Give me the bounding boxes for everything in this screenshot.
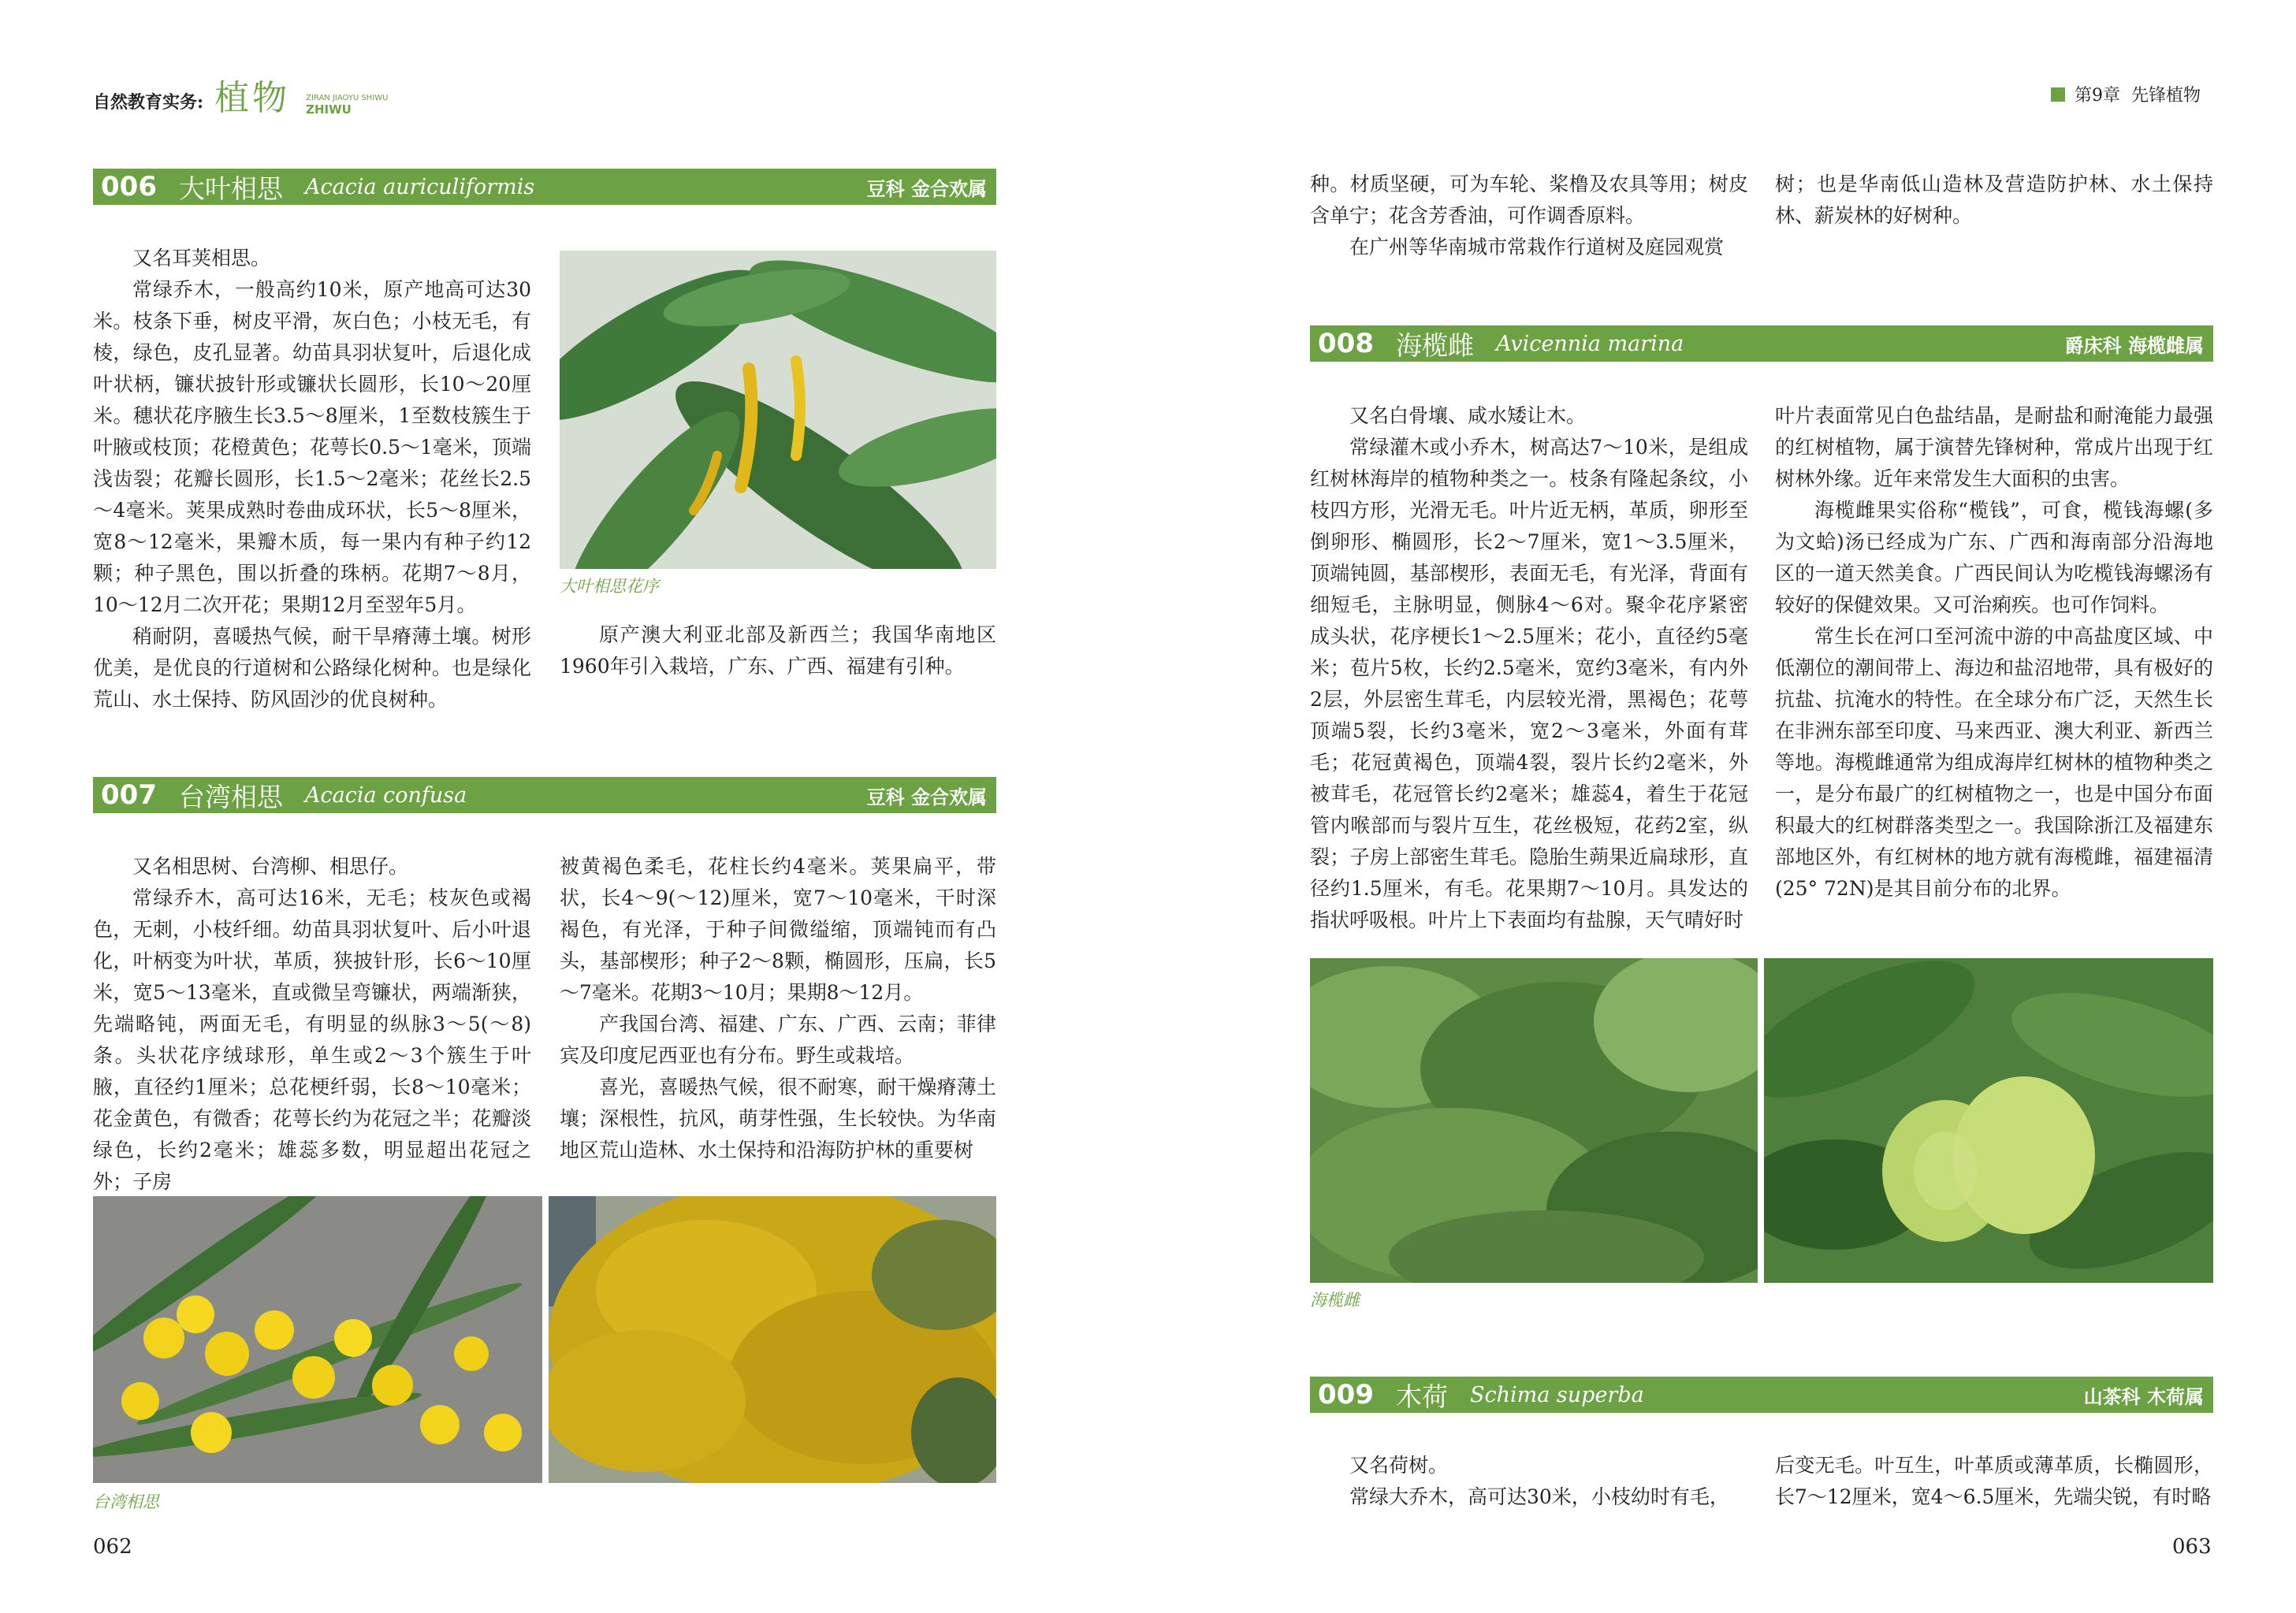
photo-caption: 大叶相思花序 xyxy=(560,577,659,596)
running-header-left xyxy=(93,72,389,120)
chapter-label: 第9章 先锋植物 xyxy=(2075,86,2201,106)
entry-chinese-name: 大叶相思 xyxy=(178,173,283,204)
yellow-flower-photo-illustration xyxy=(93,1196,542,1483)
entry-number: 008 xyxy=(1318,328,1374,359)
paragraph: 常绿乔木，一般高约10米，原产地高可达30米。枝条下垂，树皮平滑，灰白色；小枝无毛，有棱，绿色，皮孔显著。幼苗具羽状复叶，后退化成叶状柄，镰状披针形或镰状长圆形，长10～20厘米。穗状花序腋生长3.5～8厘米，1至数枝簇生于叶腋或枝顶；花橙黄色；花萼长0.5～1毫米，顶端浅齿裂；花瓣长圆形，长1.5～2毫米；花丝长2.5～4毫米。荚果成熟时卷曲成环状，长5～8厘米，宽8～12毫米，果瓣木质，每一果内有种子约12颗；种子黑色，围以折叠的珠柄。花期7～8月，10～12月二次开花；果期12月至翌年5月。 xyxy=(93,278,531,616)
entry-008-col1 xyxy=(1310,400,1748,936)
entry-family: 豆科 金合欢属 xyxy=(866,177,987,200)
paragraph: 在广州等华南城市常栽作行道树及庭园观赏 xyxy=(1349,236,1725,258)
entry-family: 山茶科 木荷属 xyxy=(2083,1385,2204,1408)
paragraph: 又名白骨壤、咸水矮让木。 xyxy=(1349,404,1587,427)
paragraph: 海榄雌果实俗称“榄钱”，可食，榄钱海螺(多为文蛤)汤已经成为广东、广西和海南部分沿海地区的一道天然美食。广西民间认为吃榄钱海螺汤有较好的保健效果。又可治痢疾。也可作饲料。 xyxy=(1775,499,2213,616)
entry-009-col1 xyxy=(1310,1450,1748,1513)
entry-family: 豆科 金合欢属 xyxy=(866,786,987,808)
paragraph: 又名荷树。 xyxy=(1349,1454,1449,1477)
photo-acacia-auriculiformis-inflorescence xyxy=(560,251,996,569)
photo-avicennia-marina-fruit xyxy=(1764,958,2213,1283)
photo-acacia-confusa-tree xyxy=(549,1196,996,1483)
yellow-tree-photo-illustration xyxy=(549,1196,996,1483)
leaf-photo-illustration xyxy=(560,251,996,569)
paragraph: 稍耐阴，喜暖热气候，耐干旱瘠薄土壤。树形优美，是优良的行道树和公路绿化树种。也是绿化荒山、水土保持、防风固沙的优良树种。 xyxy=(93,625,531,711)
entry-latin-name: Avicennia marina xyxy=(1495,331,1684,356)
entry-006-col2 xyxy=(560,619,996,682)
header-pinyin-line2: ZHIWU xyxy=(306,102,352,117)
page-number-left: 062 xyxy=(93,1535,132,1559)
entry-chinese-name: 木荷 xyxy=(1395,1381,1448,1412)
entry-latin-name: Acacia auriculiformis xyxy=(304,174,535,199)
entry-title-bar-008 xyxy=(1310,325,2213,362)
entry-latin-name: Schima superba xyxy=(1469,1382,1644,1407)
paragraph: 叶片表面常见白色盐结晶，是耐盐和耐淹能力最强的红树植物，属于演替先锋树种，常成片出现于红树林外缘。近年来常发生大面积的虫害。 xyxy=(1775,404,2213,490)
entry-chinese-name: 海榄雌 xyxy=(1395,329,1474,361)
entry-number: 006 xyxy=(101,171,157,203)
photo-avicennia-marina-shrubs xyxy=(1310,958,1758,1283)
photo-caption: 海榄雌 xyxy=(1310,1291,1360,1310)
paragraph: 被黄褐色柔毛，花柱长约4毫米。荚果扁平，带状，长4～9(～12)厘米，宽7～10毫米，干时深褐色，有光泽，于种子间微缢缩，顶端钝而有凸头，基部楔形；种子2～8颗，椭圆形，压扁，长5～7毫米。花期3～10月；果期8～12月。 xyxy=(560,855,996,1004)
entry-007-col1 xyxy=(93,851,531,1198)
header-prefix: 自然教育实务: xyxy=(93,92,204,113)
entry-title-bar-006 xyxy=(93,169,996,205)
photo-caption: 台湾相思 xyxy=(93,1492,159,1511)
entry-title-bar-009 xyxy=(1310,1377,2213,1413)
entry-number: 007 xyxy=(101,779,157,811)
entry-chinese-name: 台湾相思 xyxy=(178,781,283,812)
photo-acacia-confusa-flowers xyxy=(93,1196,542,1483)
paragraph: 种。材质坚硬，可为车轮、桨橹及农具等用；树皮含单宁；花含芳香油，可作调香原料。 xyxy=(1310,173,1748,227)
header-pinyin-line1: ZIRAN JIAOYU SHIWU xyxy=(306,94,389,102)
paragraph: 常绿灌木或小乔木，树高达7～10米，是组成红树林海岸的植物种类之一。枝条有隆起条纹，小枝四方形，光滑无毛。叶片近无柄，革质，卵形至倒卵形、椭圆形，长2～7厘米，宽1～3.5厘米，顶端钝圆，基部楔形，表面无毛，有光泽，背面有细短毛，主脉明显，侧脉4～6对。聚伞花序紧密成头状，花序梗长1～2.5厘米；花小，直径约5毫米；苞片5枚，长约2.5毫米，宽约3毫米，有内外2层，外层密生茸毛，内层较光滑，黑褐色；花萼顶端5裂，长约3毫米，宽2～3毫米，外面有茸毛；花冠黄褐色，顶端4裂，裂片长约2毫米，外被茸毛，花冠管长约2毫米；雄蕊4，着生于花冠管内喉部而与裂片互生，花丝极短，花药2室，纵裂；子房上部密生茸毛。隐胎生蒴果近扁球形，直径约1.5厘米，有毛。花果期7～10月。具发达的指状呼吸根。叶片上下表面均有盐腺，天气晴好时 xyxy=(1310,436,1748,931)
paragraph: 又名耳荚相思。 xyxy=(132,247,271,269)
entry-title-bar-007 xyxy=(93,777,996,813)
paragraph: 喜光，喜暖热气候，很不耐寒，耐干燥瘠薄土壤；深根性，抗风，萌芽性强，生长较快。为华南地区荒山造林、水土保持和沿海防护林的重要树 xyxy=(560,1076,996,1161)
mangrove-fruit-photo-illustration xyxy=(1764,958,2213,1283)
header-title: 植物 xyxy=(214,78,291,118)
entry-family: 爵床科 海榄雌属 xyxy=(2064,334,2204,357)
entry-009-col2 xyxy=(1775,1450,2213,1513)
entry-number: 009 xyxy=(1318,1379,1374,1410)
paragraph: 常生长在河口至河流中游的中高盐度区域、中低潮位的潮间带上、海边和盐沼地带，具有极好的抗盐、抗淹水的特性。在全球分布广泛，天然生长在非洲东部至印度、马来西亚、澳大利亚、新西兰等地。海榄雌通常为组成海岸红树林的植物种类之一，是分布最广的红树植物之一，也是中国分布面积最大的红树群落类型之一。我国除浙江及福建东部地区外，有红树林的地方就有海榄雌，福建福清(25° 72N)是其目前分布的北界。 xyxy=(1775,625,2213,900)
entry-006-col1 xyxy=(93,243,531,715)
header-pinyin xyxy=(306,94,388,117)
page-number-right: 063 xyxy=(2172,1535,2212,1559)
paragraph: 产我国台湾、福建、广东、广西、云南；菲律宾及印度尼西亚也有分布。野生或栽培。 xyxy=(560,1013,996,1067)
entry-008-col2 xyxy=(1775,400,2213,905)
paragraph: 常绿大乔木，高可达30米，小枝幼时有毛， xyxy=(1349,1485,1729,1508)
entry-latin-name: Acacia confusa xyxy=(304,782,467,808)
mangrove-shrub-photo-illustration xyxy=(1310,958,1758,1283)
paragraph: 后变无毛。叶互生，叶革质或薄革质，长椭圆形，长7～12厘米，宽4～6.5厘米，先端尖锐，有时略 xyxy=(1775,1454,2213,1508)
running-header-right xyxy=(2051,82,2201,106)
paragraph: 原产澳大利亚北部及新西兰；我国华南地区1960年引入栽培，广东、广西、福建有引种。 xyxy=(560,623,996,678)
paragraph: 又名相思树、台湾柳、相思仔。 xyxy=(132,855,409,878)
entry-007-col2 xyxy=(560,851,996,1166)
right-top-col1 xyxy=(1310,169,1748,263)
paragraph: 树；也是华南低山造林及营造防护林、水土保持林、薪炭林的好树种。 xyxy=(1775,173,2213,227)
paragraph: 常绿乔木，高可达16米，无毛；枝灰色或褐色，无刺，小枝纤细。幼苗具羽状复叶、后小叶退化，叶柄变为叶状，革质，狭披针形，长6～10厘米，宽5～13毫米，直或微呈弯镰状，两端渐狭，先端略钝，两面无毛，有明显的纵脉3～5(～8)条。头状花序绒球形，单生或2～3个簇生于叶腋，直径约1厘米；总花梗纤弱，长8～10毫米；花金黄色，有微香；花萼长约为花冠之半；花瓣淡绿色，长约2毫米；雄蕊多数，明显超出花冠之外；子房 xyxy=(93,886,531,1193)
right-top-col2 xyxy=(1775,169,2213,232)
chapter-marker-square xyxy=(2051,87,2065,102)
